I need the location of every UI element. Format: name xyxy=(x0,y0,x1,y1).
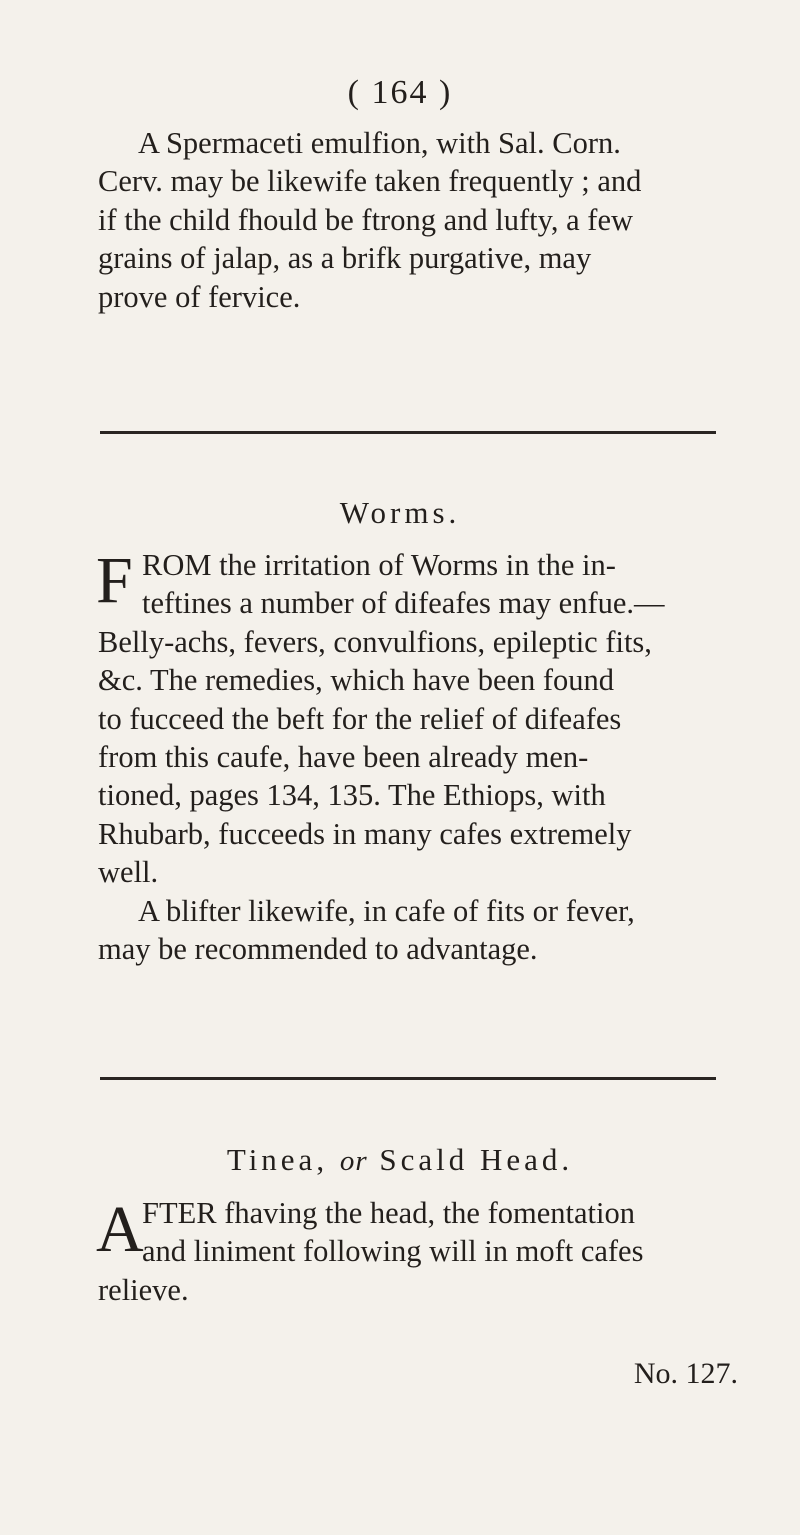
text-line: Rhubarb, fucceeds in many cafes extremely xyxy=(98,816,632,851)
section-divider xyxy=(100,431,716,434)
text-line: grains of jalap, as a brifk purgative, may xyxy=(98,241,592,276)
text-line: from this caufe, have been already men- xyxy=(98,740,589,775)
heading-or: or xyxy=(339,1145,368,1177)
text-line: and liniment following will in moft cafes xyxy=(142,1234,644,1269)
text-line: &c. The remedies, which have been found xyxy=(98,663,615,698)
drop-cap-f: F xyxy=(96,544,133,617)
text-line: ROM the irritation of Worms in the in- xyxy=(142,548,616,582)
catchword: No. 127. xyxy=(633,1357,738,1390)
text-line: teftines a number of difeafes may enfue.— xyxy=(142,586,665,621)
text-line: to fucceed the beft for the relief of difeafes xyxy=(98,701,622,736)
text-line: tioned, pages 134, 135. The Ethiops, with xyxy=(98,778,606,813)
worms-paragraph xyxy=(98,546,743,968)
heading-text: Worms. xyxy=(339,495,461,530)
tinea-paragraph xyxy=(98,1194,743,1309)
text-line: A blifter likewife, in cafe of fits or fever, xyxy=(138,893,635,928)
heading-text-a: Tinea, xyxy=(226,1142,329,1177)
page-number: ( 164 ) xyxy=(347,74,453,111)
section-divider xyxy=(100,1077,716,1080)
text-line: prove of fervice. xyxy=(98,279,301,314)
heading-text-b: Scald Head. xyxy=(379,1142,574,1177)
section-heading-tinea xyxy=(0,1142,800,1178)
text-line: Cerv. may be likewife taken frequently ; and xyxy=(98,164,642,199)
text-line: Belly-achs, fevers, convulfions, epileptic fits, xyxy=(98,624,652,659)
drop-cap-a: A xyxy=(96,1193,144,1266)
text-line: if the child fhould be ftrong and lufty, a few xyxy=(98,202,634,237)
text-line: A Spermaceti emulfion, with Sal. Corn. xyxy=(138,126,621,160)
text-line: relieve. xyxy=(98,1272,189,1307)
section-heading-worms xyxy=(0,495,800,531)
text-line: well. xyxy=(98,855,159,890)
text-line: FTER fhaving the head, the fomentation xyxy=(142,1196,635,1230)
text-line: may be recommended to advantage. xyxy=(98,932,538,967)
intro-paragraph xyxy=(98,124,743,316)
